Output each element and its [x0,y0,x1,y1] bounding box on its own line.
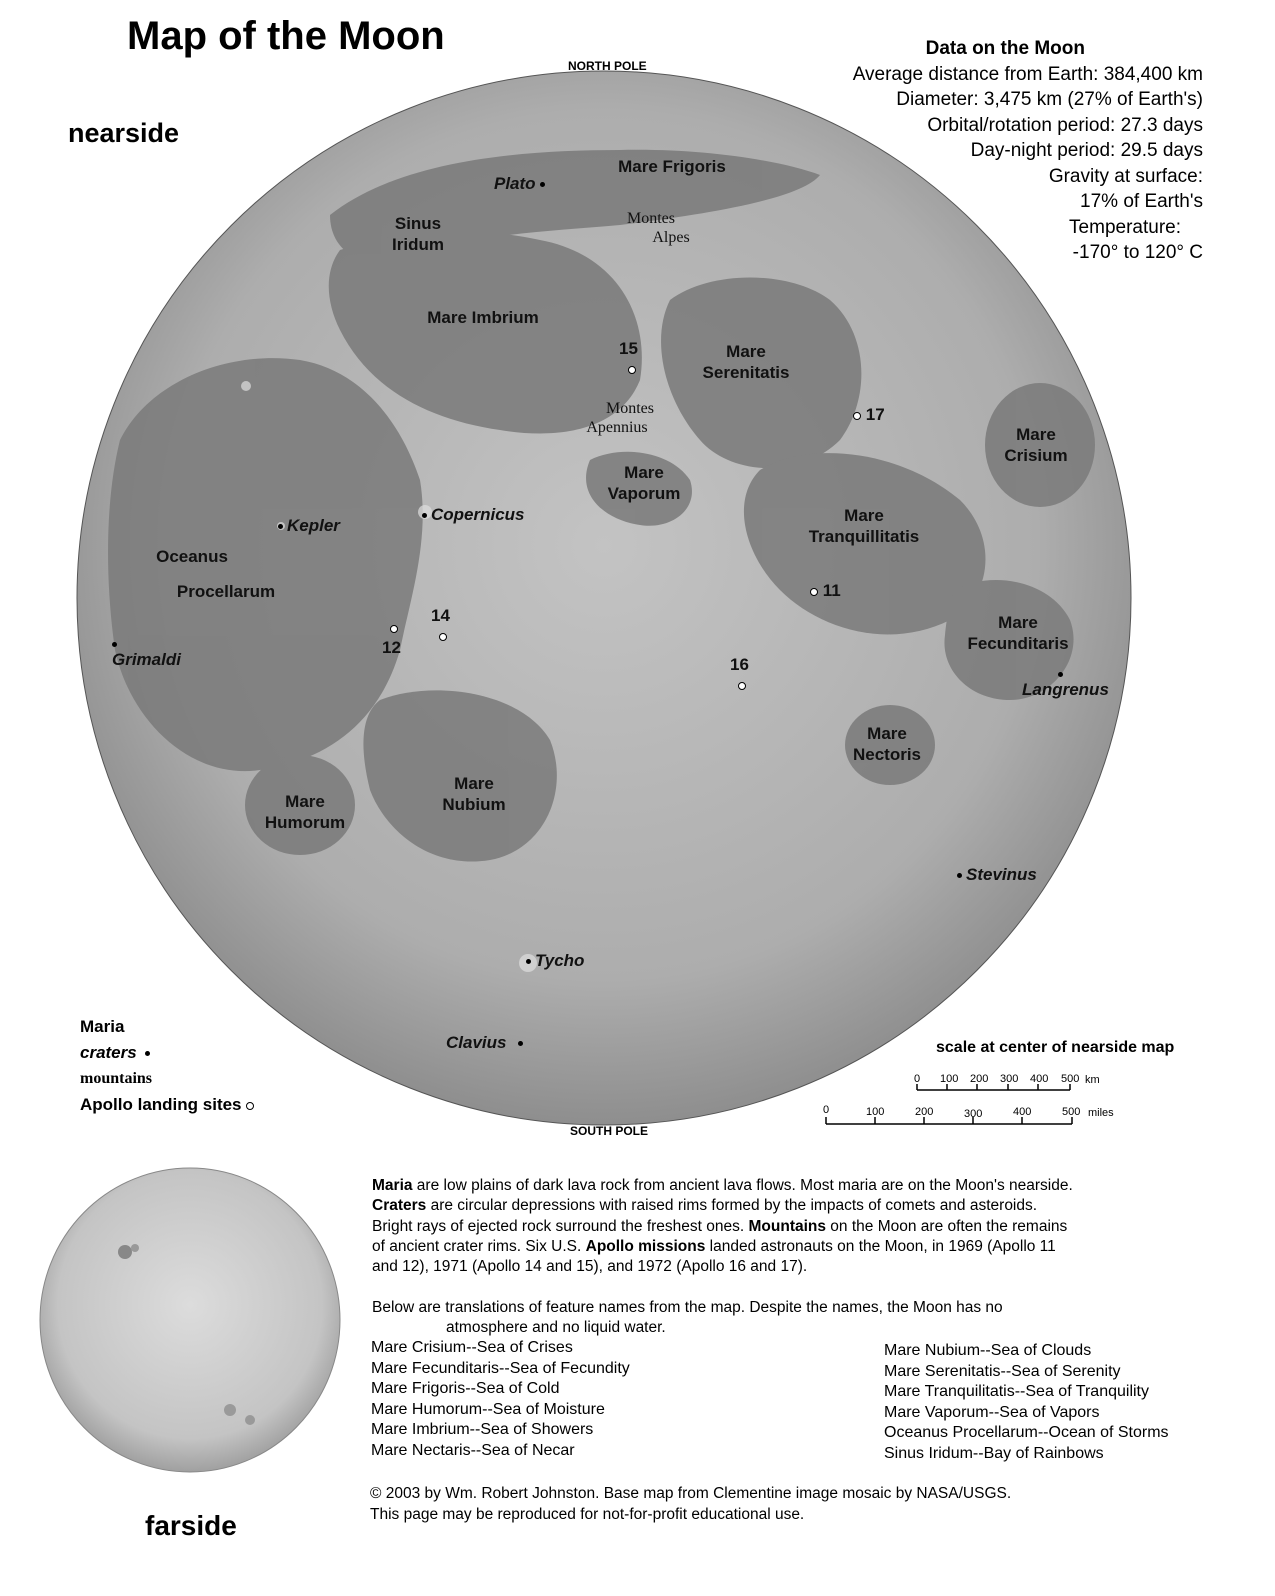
mare-vaporum-label: Mare Vaporum [607,463,681,503]
apollo-11-site: 11 [810,581,841,601]
translations-intro: Below are translations of feature names from the map. Despite the names, the Moon has no atmosphere and no liquid water. [372,1299,1003,1337]
crater-plato: Plato [494,174,549,194]
km-tick-label: 500 [1061,1073,1080,1085]
apollo-site-icon [628,366,636,374]
data-line: Diameter: 3,475 km (27% of Earth's) [896,89,1203,110]
apollo-site-icon [810,588,818,596]
translation-item: Oceanus Procellarum--Ocean of Storms [884,1424,1169,1441]
crater-stevinus: Stevinus [953,865,1037,885]
crater-kepler: Kepler [274,516,340,536]
translation-item: Mare Fecunditaris--Sea of Fecundity [371,1359,630,1377]
north-pole-label: NORTH POLE [568,59,647,73]
apollo-site-icon [853,412,861,420]
translation-item: Sinus Iridum--Bay of Rainbows [884,1444,1104,1462]
km-tick-label: 0 [914,1073,921,1085]
km-tick-label: 200 [970,1073,989,1085]
crater-dot-icon [518,1041,523,1046]
apollo-17-site: 17 [853,405,885,425]
crater-tycho: Tycho [522,951,584,971]
mare-nectaris-label: Mare Nectoris [852,724,922,764]
montes-alpes-label: Montes Alpes [626,210,690,246]
mare-frigoris-label: Mare Frigoris [618,157,726,176]
legend-craters: craters [80,1040,254,1066]
mare-fecunditatis-label: Mare Fecunditaris [967,613,1069,653]
mare-humorum-label: Mare Humorum [264,792,346,832]
mare-nubium-label: Mare Nubium [442,774,506,814]
translation-item: Mare Serenitatis--Sea of Serenity [884,1362,1121,1380]
nearside-label: nearside [68,118,180,148]
credit-text: © 2003 by Wm. Robert Johnston. Base map from Clementine image mosaic by NASA/USGS. This page may be reproduced for not-for-profit educational use. [370,1485,1012,1523]
translation-item: Mare Crisium--Sea of Crises [371,1339,573,1356]
mi-tick-label: 300 [964,1108,983,1120]
apollo-16-site: 16 [730,655,749,695]
data-line: Orbital/rotation period: 27.3 days [927,114,1203,136]
mi-tick-label: 0 [823,1104,830,1116]
farside-label: farside [145,1510,237,1541]
apollo-14-site: 14 [431,606,450,646]
translation-item: Mare Tranquilitatis--Sea of Tranquility [884,1383,1149,1400]
crater-dot-icon [422,513,427,518]
translation-item: Mare Imbrium--Sea of Showers [371,1421,594,1438]
translation-item: Mare Vaporum--Sea of Vapors [884,1403,1100,1421]
apollo-site-icon [246,1102,254,1110]
mare-crisium-label: Mare Crisium [1004,425,1068,465]
km-unit-label: km [1085,1074,1100,1086]
mi-tick-label: 400 [1013,1106,1032,1118]
crater-dot-icon [1058,672,1063,677]
translations-left-list [371,1338,630,1461]
procellarum-label: Procellarum [176,582,276,601]
mare-tranquillitatis-label: Mare Tranquillitatis [808,506,920,546]
montes-apennius-label: Montes Apennius [586,400,654,436]
page-title: Map of the Moon [127,14,445,58]
data-line: Gravity at surface: [1048,165,1203,187]
km-tick-label: 300 [1000,1073,1019,1085]
crater-dot-icon [526,959,531,964]
crater-dot-icon [278,524,283,529]
crater-dot-icon [145,1051,150,1056]
crater-copernicus: Copernicus [418,505,525,525]
crater-langrenus: Langrenus [1022,672,1109,700]
translation-item: Mare Frigoris--Sea of Cold [371,1380,560,1397]
translation-item: Mare Humorum--Sea of Moisture [371,1400,605,1418]
data-line: -170° to 120° C [1072,242,1203,263]
data-line: Temperature: [1069,216,1181,238]
mi-tick-label: 500 [1062,1106,1081,1118]
data-line: 17% of Earth's [1080,191,1203,212]
crater-dot-icon [112,642,117,647]
distance-scale-bars [826,1084,1072,1124]
legend-mountains: mountains [80,1070,153,1087]
scale-title: scale at center of nearside map [936,1039,1175,1056]
oceanus-label: Oceanus [156,547,228,566]
km-tick-label: 400 [1030,1073,1049,1085]
mare-serenitatis-label: Mare Serenitatis [702,342,790,382]
translations-right-list [884,1341,1169,1464]
apollo-12-site: 12 [382,618,401,658]
apollo-site-icon [390,625,398,633]
farside-moon [40,1168,340,1472]
mi-tick-label: 200 [915,1106,934,1118]
translation-item: Mare Nectaris--Sea of Necar [371,1441,575,1459]
apollo-site-icon [439,633,447,641]
mare-imbrium-label: Mare Imbrium [427,308,539,327]
crater-grimaldi: Grimaldi [112,642,181,670]
south-pole-label: SOUTH POLE [570,1124,649,1138]
description-paragraph: Maria are low plains of dark lava rock from ancient lava flows. Most maria are on the Moon's nearside. Craters are circular depressions with raised rims formed by the impacts of comets and asteroids. Bright rays of ejected rock surround the freshest ones. Mountains on the Moon are often the remains of ancient crater rims. Six U.S. Apollo missions landed astronauts on the Moon, in 1969 (Apollo 11 and 12), 1971 (Apollo 14 and 15), and 1972 (Apollo 16 and 17). [372,1177,1073,1276]
crater-clavius: Clavius [446,1033,527,1053]
translation-item: Mare Nubium--Sea of Clouds [884,1342,1092,1359]
data-line: Average distance from Earth: 384,400 km [852,63,1203,85]
mi-unit-label: miles [1088,1107,1114,1119]
apollo-15-site: 15 [619,339,638,379]
data-heading: Data on the Moon [925,38,1085,59]
crater-dot-icon [540,182,545,187]
apollo-site-icon [738,682,746,690]
map-legend [80,1014,254,1118]
crater-dot-icon [957,873,962,878]
legend-maria: Maria [80,1017,125,1036]
moon-data-box [783,36,1203,266]
mi-tick-label: 100 [866,1106,885,1118]
km-tick-label: 100 [940,1073,959,1085]
data-line: Day-night period: 29.5 days [970,140,1203,161]
sinus-iridum-label: Sinus Iridum [392,214,444,254]
legend-apollo: Apollo landing sites [80,1092,254,1118]
